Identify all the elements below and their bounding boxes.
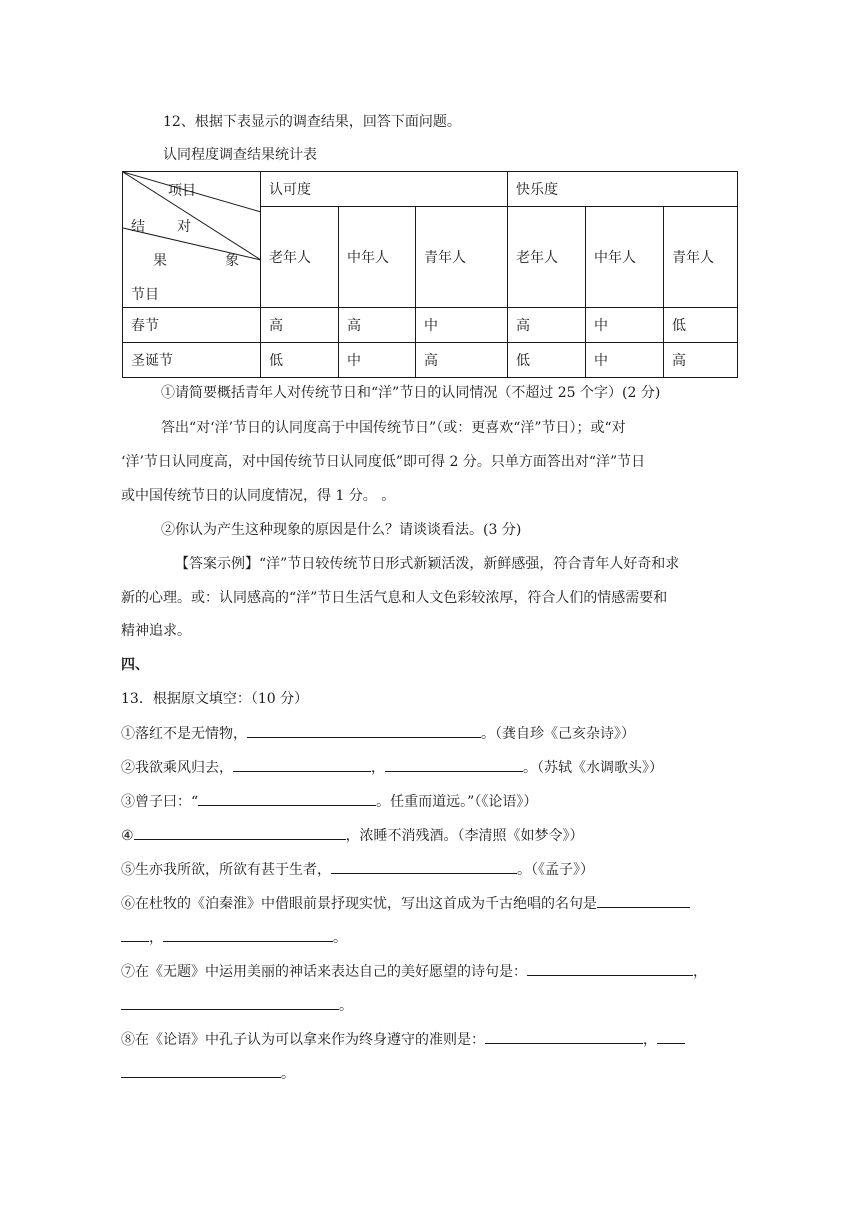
- sub1-answer-line-3: 或中国传统节日的认同度情况，得 1 分。 。: [121, 488, 396, 504]
- sub1-answer-line-2: ‘洋’节日认同度高，对中国传统节日认同度低”即可得 2 分。只单方面答出对“洋”节日: [121, 454, 646, 470]
- fill-item-8-end: 。: [281, 1066, 295, 1082]
- table-cell: 中: [586, 308, 664, 343]
- fill-item-8-text: ⑧在《论语》中孔子认为可以拿来作为终身遵守的准则是：: [121, 1032, 485, 1048]
- fill-item-8: [121, 1029, 685, 1050]
- fill-item-4: [121, 825, 584, 846]
- fill-item-1-text: ①落红不是无情物，: [121, 726, 247, 742]
- fill-item-1-source: 。（龚自珍《己亥杂诗》）: [481, 726, 635, 742]
- fill-item-7: [121, 961, 707, 982]
- corner-result-char-3: 果: [153, 253, 167, 269]
- table-title: 认同程度调查结果统计表: [163, 147, 317, 163]
- sub2-answer-line-2: 新的心理。或：认同感高的“洋”节日生活气息和人文色彩较浓厚，符合人们的情感需要和: [121, 590, 668, 606]
- sub1-question: ①请简要概括青年人对传统节日和“洋”节日的认同情况（不超过 25 个字）(2 分): [161, 385, 661, 401]
- subhead-cell: 老年人: [508, 207, 586, 308]
- q13-title: 13．根据原文填空：（10 分）: [121, 691, 309, 707]
- fill-item-3-text: ③曾子曰：“: [121, 794, 199, 810]
- subhead-cell: 青年人: [664, 207, 738, 308]
- subhead-cell: 青年人: [416, 207, 508, 308]
- sub2-answer-line-1: 【答案示例】“洋”节日较传统节日形式新颖活泼，新鲜感强，符合青年人好奇和求: [175, 556, 680, 572]
- fill-item-4-text: ，浓睡不消残酒。（李清照《如梦令》）: [345, 828, 584, 844]
- answer-blank[interactable]: [121, 995, 339, 1010]
- corner-result-char-4: 象: [225, 253, 239, 269]
- table-cell: 高: [664, 343, 738, 378]
- fill-item-4-number: ④: [121, 828, 134, 844]
- answer-blank[interactable]: [597, 893, 690, 908]
- fill-item-8-comma: ，: [643, 1032, 657, 1048]
- fill-item-3-source: 。任重而道远。”（《论语》）: [376, 794, 538, 810]
- fill-item-7-cont: [121, 995, 353, 1016]
- fill-item-2-source: 。（苏轼《水调歌头》）: [523, 760, 663, 776]
- sub2-question: ②你认为产生这种现象的原因是什么？请谈谈看法。(3 分): [161, 522, 522, 538]
- answer-blank[interactable]: [134, 825, 346, 840]
- table-cell: 中: [416, 308, 508, 343]
- answer-blank[interactable]: [233, 757, 371, 772]
- subhead-cell: 中年人: [339, 207, 416, 308]
- table-corner-cell: [123, 172, 261, 308]
- fill-item-5-source: 。（《孟子》）: [517, 862, 594, 878]
- table-cell: 低: [261, 343, 339, 378]
- table-cell: 中: [339, 343, 416, 378]
- sub1-answer-line-1: 答出“对‘洋’节日的认同度高于中国传统节日”（或：更喜欢“洋”节日）；或“对: [161, 420, 626, 436]
- table-cell: 低: [664, 308, 738, 343]
- answer-blank[interactable]: [385, 757, 523, 772]
- fill-item-6-text: ⑥在杜牧的《泊秦淮》中借眼前景抒现实忧，写出这首成为千古绝唱的名句是: [121, 896, 597, 912]
- corner-festival-label: 节目: [131, 287, 159, 303]
- row-name-cell: 圣诞节: [123, 343, 261, 378]
- corner-result-char-1: 结: [131, 219, 145, 235]
- answer-blank[interactable]: [657, 1029, 685, 1044]
- fill-item-7-comma: ，: [693, 964, 707, 980]
- answer-blank[interactable]: [331, 859, 517, 874]
- answer-blank[interactable]: [163, 927, 333, 942]
- answer-blank[interactable]: [247, 723, 481, 738]
- corner-item-label: 项目: [168, 183, 196, 199]
- sub2-answer-line-3: 精神追求。: [121, 623, 191, 639]
- table-row: [123, 343, 738, 378]
- answer-blank[interactable]: [121, 1063, 281, 1078]
- subhead-cell: 中年人: [586, 207, 664, 308]
- table-cell: 高: [508, 308, 586, 343]
- table-cell: 高: [416, 343, 508, 378]
- corner-result-char-2: 对: [177, 219, 191, 235]
- fill-item-6-cont: [121, 927, 347, 948]
- fill-item-7-text: ⑦在《无题》中运用美丽的神话来表达自己的美好愿望的诗句是：: [121, 964, 527, 980]
- fill-item-5-text: ⑤生亦我所欲，所欲有甚于生者，: [121, 862, 331, 878]
- table-row: [123, 308, 738, 343]
- table-cell: 高: [339, 308, 416, 343]
- fill-item-1: [121, 723, 635, 744]
- fill-item-3: [121, 791, 537, 812]
- table-cell: 高: [261, 308, 339, 343]
- answer-blank[interactable]: [121, 927, 149, 942]
- fill-item-2-text: ②我欲乘风归去，: [121, 760, 233, 776]
- fill-item-2: [121, 757, 663, 778]
- answer-blank[interactable]: [485, 1029, 643, 1044]
- subhead-cell: 老年人: [261, 207, 339, 308]
- answer-blank[interactable]: [198, 791, 376, 806]
- group-header-happiness: 快乐度: [508, 172, 738, 207]
- fill-item-5: [121, 859, 594, 880]
- row-name-cell: 春节: [123, 308, 261, 343]
- table-cell: 低: [508, 343, 586, 378]
- survey-table: [122, 171, 737, 377]
- fill-item-6-end: 。: [333, 930, 347, 946]
- table-cell: 中: [586, 343, 664, 378]
- fill-item-2-comma: ，: [371, 760, 385, 776]
- fill-item-6: [121, 893, 690, 914]
- answer-blank[interactable]: [527, 961, 693, 976]
- group-header-approval: 认可度: [261, 172, 508, 207]
- q12-intro: 12、根据下表显示的调查结果，回答下面问题。: [163, 114, 461, 130]
- fill-item-6-comma: ，: [149, 930, 163, 946]
- section-heading: 四、: [121, 657, 149, 673]
- fill-item-7-end: 。: [339, 998, 353, 1014]
- fill-item-8-cont: [121, 1063, 295, 1084]
